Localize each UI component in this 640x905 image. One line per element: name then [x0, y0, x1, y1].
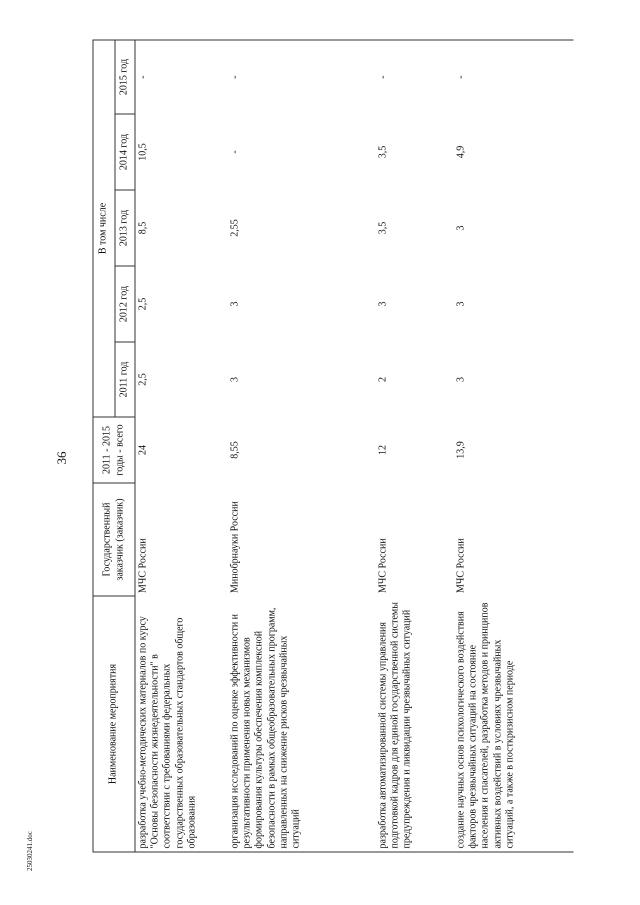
- value-2015: -: [375, 39, 453, 113]
- value-2014: -: [229, 149, 240, 154]
- header-total: 2011 - 2015 годы - всего: [93, 417, 135, 483]
- value-2015: -: [453, 39, 573, 113]
- header-year-2012: 2012 год: [115, 266, 135, 342]
- value-2014: 3,5: [377, 145, 388, 158]
- header-year-2015: 2015 год: [115, 39, 135, 113]
- table-row: [135, 39, 228, 851]
- customer-cell: МЧС России: [137, 537, 148, 593]
- value-2014: 4,9: [455, 145, 466, 158]
- value-2013: 8,5: [137, 221, 148, 234]
- activity-name: разработка учебно-методических материалов по курсу "Основы безопасности жизнедеятельности" в соответствии с требованиями федеральных государственных образовательных стандартов общего образования: [135, 596, 228, 852]
- header-including: В том числе: [93, 39, 115, 416]
- activity-name: разработка автоматизированной системы управления подготовкой кадров для единой государственной системы предупреждения и ликвидации чрезвычайных ситуаций: [375, 596, 453, 852]
- value-2012: 3: [229, 301, 240, 306]
- value-2012: 3: [455, 301, 466, 306]
- table-row: [375, 39, 453, 851]
- value-2012: 3: [377, 301, 388, 306]
- value-2011: 3: [455, 376, 466, 382]
- value-2013: 3,5: [377, 221, 388, 234]
- value-2011: 3: [229, 376, 240, 382]
- file-name-footer: 25030241.doc: [26, 831, 34, 871]
- table-row: [227, 39, 375, 851]
- total-cell: 8,55: [229, 440, 240, 459]
- program-activities-table: [92, 39, 573, 852]
- header-year-2014: 2014 год: [115, 114, 135, 190]
- value-2011: 2,5: [137, 372, 148, 386]
- rotated-table: [92, 40, 567, 852]
- customer-cell: МЧС России: [455, 537, 466, 593]
- value-2013: 3: [455, 225, 466, 230]
- header-activity-name: Наименование мероприятия: [93, 596, 135, 852]
- table-row: [453, 39, 573, 851]
- total-cell: 24: [137, 444, 148, 455]
- value-2012: 2,5: [137, 297, 148, 310]
- value-2015: -: [135, 39, 228, 113]
- header-year-2013: 2013 год: [115, 190, 135, 266]
- value-2011: 2: [377, 376, 388, 382]
- activity-name: организация исследований по оценке эффективности и результативности применения новых механизмов формирования культуры обеспечения комплексной безопасности в рамках общеобразовательных программ, направленных на снижение рисков чрезвычайных ситуаций: [227, 596, 375, 852]
- activity-name: создание научных основ психологического воздействия факторов чрезвычайных ситуаций на состояние населения и спасателей, разработка методов и принципов активных воздействий в условиях чрезвычайных ситуаций, а также в посткризисном периоде: [453, 596, 573, 852]
- value-2015: -: [227, 39, 375, 113]
- total-cell: 12: [377, 444, 388, 455]
- total-cell: 13,9: [455, 440, 466, 459]
- table-container: [92, 40, 567, 852]
- customer-cell: МЧС России: [377, 537, 388, 593]
- page-number: 36: [54, 451, 69, 465]
- customer-cell: Минобрнауки России: [229, 500, 240, 593]
- header-customer: Государственный заказчик (заказчик): [93, 483, 135, 596]
- header-year-2011: 2011 год: [115, 342, 135, 417]
- value-2014: 10,5: [137, 142, 148, 161]
- value-2013: 2,55: [229, 218, 240, 237]
